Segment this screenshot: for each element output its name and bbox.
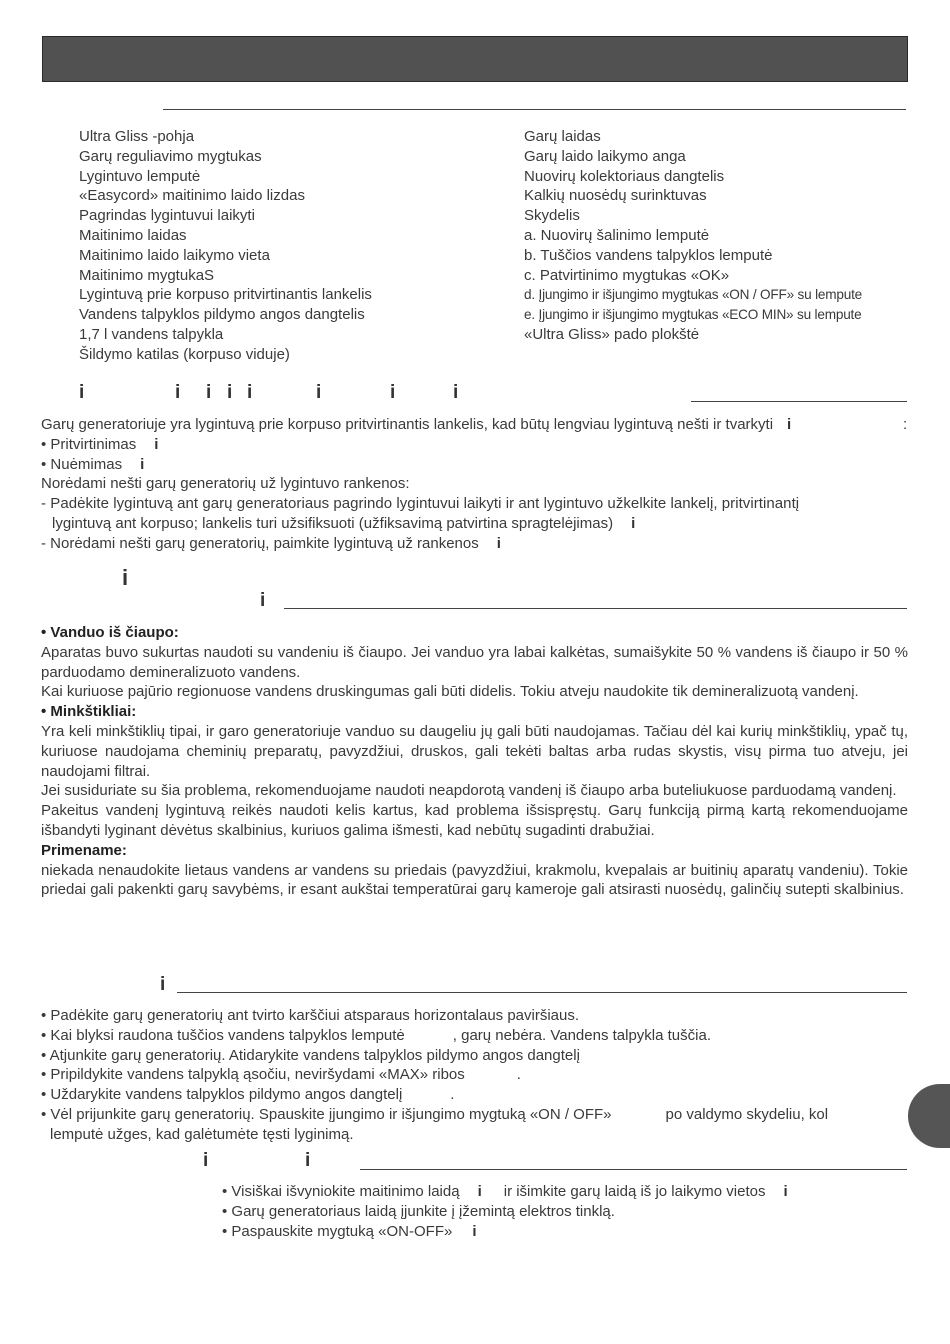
step-text: , garų nebėra. Vandens talpykla tuščia. (452, 1026, 711, 1044)
list-item: Skydelis (524, 207, 580, 225)
bullet-text: • Pritvirtinimas (41, 435, 137, 453)
list-item: b. Tuščios vandens talpyklos lemputė (524, 246, 773, 264)
step-text: po valdymo skydeliu, kol (665, 1105, 829, 1123)
list-item: a. Nuovirų šalinimo lemputė (524, 226, 710, 244)
step-text: . (516, 1066, 521, 1084)
start-step-1 (222, 1182, 788, 1202)
parts-list-right (524, 127, 862, 345)
figure-ref: i (496, 534, 501, 552)
water-tap-p1: Aparatas buvo sukurtas naudoti su vandeniu iš čiaupo. Jei vanduo yra labai kalkėtas, sumaišykite 50 % vandens iš čiaupo ir 50 % parduodamo demineralizuoto vandens. (41, 643, 908, 681)
water-remind-heading: Primename: (41, 841, 127, 859)
lock-dash-1b (41, 514, 908, 534)
water-soft-p2: Jei susiduriate su šia problema, rekomenduojame naudoti neapdorotą vandenį iš čiaupo arba buteliukuose parduodamą vandenį. (41, 782, 897, 800)
water-tap-heading: • Vanduo iš čiaupo: (41, 624, 179, 641)
section-rule-parts (163, 109, 906, 110)
figure-ref: i (472, 1222, 477, 1240)
fill-step-3: • Atjunkite garų generatorių. Atidarykite vandens talpyklos pildymo angos dangtelį (41, 1046, 580, 1064)
list-item: Maitinimo mygtukaS (79, 266, 215, 284)
heading-glyph: i (79, 382, 85, 403)
list-item: «Ultra Gliss» pado plokštė (524, 325, 700, 343)
heading-glyph: i (260, 590, 266, 611)
water-section (41, 623, 908, 900)
lock-dash-2 (41, 534, 908, 554)
list-item: Garų reguliavimo mygtukas (79, 147, 262, 165)
list-item: Maitinimo laidas (79, 226, 187, 244)
list-item: Lygintuvą prie korpuso pritvirtinantis lankelis (79, 286, 372, 304)
lock-bullet-remove (41, 455, 908, 475)
section-rule-fill (177, 992, 907, 993)
heading-glyph: i (160, 974, 166, 995)
fill-step-4 (41, 1065, 908, 1085)
figure-ref: i (631, 514, 636, 532)
list-item: c. Patvirtinimo mygtukas «OK» (524, 266, 730, 284)
list-item: 1,7 l vandens talpykla (79, 325, 224, 343)
heading-glyph: i (305, 1150, 311, 1171)
start-step-3 (222, 1222, 788, 1242)
fill-step-5 (41, 1085, 908, 1105)
dash-text: - Norėdami nešti garų generatorių, paimkite lygintuvą už rankenos (41, 534, 479, 552)
lock-intro (41, 415, 908, 435)
step-text: • Vėl prijunkite garų generatorių. Spauskite įjungimo ir išjungimo mygtuką «ON / OFF» (41, 1105, 612, 1123)
fill-step-6 (41, 1105, 908, 1125)
heading-glyph: i (227, 382, 233, 403)
list-item: Maitinimo laido laikymo vieta (79, 246, 270, 264)
heading-glyph: i (453, 382, 459, 403)
lock-section (41, 415, 908, 554)
bullet-text: • Nuėmimas (41, 455, 123, 473)
water-remind-p: niekada nenaudokite lietaus vandens ar vandens su priedais (pavyzdžiui, krakmolu, kvepalais ar buitinių aparatų vandeniu). Tokie priedai gali pakenkti garų savybėms, ir esant aukštai temperatūrai garų kameroje gali atsirasti nuosėdų, galinčių sutepti skalbinius. (41, 861, 908, 899)
list-item: Pagrindas lygintuvui laikyti (79, 207, 255, 225)
figure-ref: i (477, 1183, 482, 1200)
figure-ref: i (787, 416, 792, 433)
step-text: • Pripildykite vandens talpyklą ąsočiu, neviršydami «MAX» ribos (41, 1066, 465, 1084)
fill-step-1: • Padėkite garų generatorių ant tvirto karščiui atsparaus horizontalaus paviršiaus. (41, 1007, 580, 1024)
list-item: Ultra Gliss -pohja (79, 128, 195, 145)
water-tap-p2: Kai kuriuose pajūrio regionuose vandens druskingumas gali būti didelis. Tokiu atveju naudokite tik demineralizuotą vandenį. (41, 683, 859, 701)
figure-ref: i (783, 1183, 788, 1200)
heading-glyph: i (203, 1150, 209, 1171)
water-soft-p1: Yra keli minkštiklių tipai, ir garo generatoriuje vanduo su daugeliu jų gali būti naudojamas. Tačiau dėl kai kurių minkštiklių, ypač tų, kuriuose naudojama cheminių preparatų, pavyzdžiui, druskos, gali tekėti baltas arba rudas skystis, visų pirma tuo atveju, jei naudojami filtrai. (41, 722, 908, 780)
step-text: . (450, 1086, 455, 1104)
lock-intro-text: Garų generatoriuje yra lygintuvą prie korpuso pritvirtinantis lankelis, kad būtų lengviau lygintuvą nešti ir tvarkyti (41, 416, 774, 433)
fill-step-2 (41, 1026, 908, 1046)
section-rule-lock (691, 401, 907, 402)
step-text: ir išimkite garų laidą iš jo laikymo vietos (503, 1183, 766, 1200)
list-item: «Easycord» maitinimo laido lizdas (79, 187, 305, 205)
section-rule-start (360, 1169, 907, 1170)
list-item: Šildymo katilas (korpuso viduje) (79, 345, 290, 363)
heading-glyph: i (247, 382, 253, 403)
step-text: • Uždarykite vandens talpyklos pildymo angos dangtelį (41, 1086, 403, 1104)
section-rule-water (284, 608, 907, 609)
water-soft-heading: • Minkštikliai: (41, 703, 137, 721)
list-item: Garų laidas (524, 128, 601, 145)
fill-step-6-cont: lemputė užges, kad galėtumėte tęsti lyginimą. (50, 1125, 354, 1143)
lock-bullet-attach (41, 435, 908, 455)
figure-ref: i (154, 435, 159, 453)
step-text: • Visiškai išvyniokite maitinimo laidą (222, 1183, 460, 1200)
heading-glyph: i (390, 382, 396, 403)
list-item: Vandens talpyklos pildymo angos dangtelis (79, 306, 365, 324)
lock-intro-end: : (903, 416, 908, 433)
list-item: Kalkių nuosėdų surinktuvas (524, 187, 707, 205)
heading-glyph: i (316, 382, 322, 403)
list-item: Garų laido laikymo anga (524, 147, 686, 165)
parts-list-left (79, 127, 372, 365)
step-text: • Paspauskite mygtuką «ON-OFF» (222, 1222, 453, 1240)
dash-text: lygintuvą ant korpuso; lankelis turi užsifiksuoti (užfiksavimą patvirtina spragtelėjimas) (52, 514, 614, 532)
heading-glyph: i (206, 382, 212, 403)
list-item: e. Įjungimo ir išjungimo mygtukas «ECO MIN» su lempute (524, 307, 862, 323)
figure-ref: i (140, 455, 145, 473)
list-item: d. Įjungimo ir išjungimo mygtukas «ON / OFF» su lempute (524, 287, 863, 303)
water-soft-p3: Pakeitus vandenį lygintuvą reikės naudoti kelis kartus, kad problema išsispręstų. Garų funkciją pirmą kartą rekomenduojame išbandyti lyginant dėvėtus skalbinius, kuriuos galima išmesti, kad nebūtų sugadinti drabužiai. (41, 802, 908, 839)
lock-carry: Norėdami nešti garų generatorių už lygintuvo rankenos: (41, 475, 410, 493)
heading-glyph: i (122, 565, 129, 590)
lock-dash-1a: - Padėkite lygintuvą ant garų generatoriaus pagrindo lygintuvui laikyti ir ant lygintuvo užkelkite lankelį, pritvirtinantį (41, 495, 800, 513)
heading-glyph: i (175, 382, 181, 403)
header-bar (42, 36, 908, 82)
page-tab (908, 1084, 950, 1148)
list-item: Lygintuvo lemputė (79, 167, 201, 185)
list-item: Nuovirų kolektoriaus dangtelis (524, 167, 725, 185)
step-text: • Kai blyksi raudona tuščios vandens talpyklos lemputė (41, 1026, 405, 1044)
start-section (222, 1182, 788, 1241)
start-step-2: • Garų generatoriaus laidą įjunkite į įžemintą elektros tinklą. (222, 1202, 615, 1220)
fill-section (41, 1006, 908, 1145)
